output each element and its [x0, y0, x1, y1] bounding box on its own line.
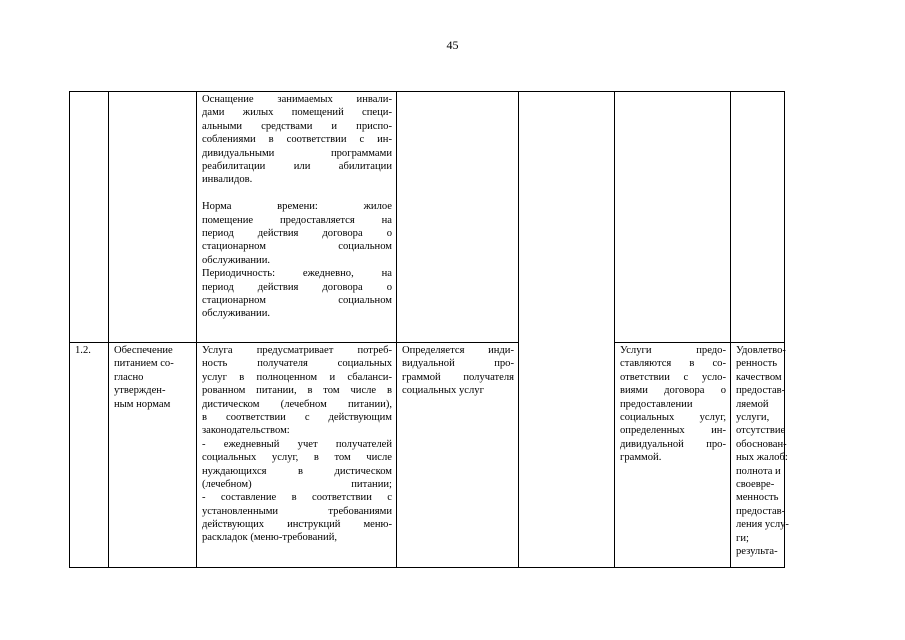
cell-text-line: раскладок (меню-требований, [202, 532, 338, 544]
cell-text-line: ренность [736, 358, 778, 370]
cell-text-line: ных жалоб: [736, 452, 788, 464]
cell-text-line: стационарном социальном [202, 294, 392, 306]
cell-text-line: альными средствами и приспо- [202, 120, 392, 132]
cell-text-line: предостав- [736, 385, 786, 397]
cell-text-line: гласно [114, 371, 144, 383]
page-number: 45 [446, 38, 459, 52]
cell-text-line: граммой. [620, 452, 662, 464]
cell-text-line: ления услу- [736, 519, 789, 531]
cell-text-line: качеством [736, 371, 782, 383]
cell-text-line: социальных услуг, [620, 411, 726, 423]
cell-term [397, 343, 519, 568]
cell-text-line: отсутствие [736, 425, 786, 437]
cell-text-line: дистическом (лечебном питании), [202, 398, 392, 410]
cell-text-line: ным нормам [114, 398, 171, 410]
table-row-1-2 [70, 343, 785, 568]
cell-text-line: Услуги предо- [620, 345, 726, 356]
cell-text-line: питанием со- [114, 358, 174, 370]
cell-text-line: (лечебном) питании; [202, 478, 392, 490]
cell-service-name [109, 343, 197, 568]
cell-text-line: ность получателя социальных [202, 358, 392, 370]
cell-text-line: ставляются в со- [620, 358, 726, 370]
cell-text-line: обслуживании. [202, 308, 271, 320]
cell-text-line: - составление в соответствии с [202, 492, 392, 504]
cell-text-line: менность [736, 492, 779, 504]
cell-text-line: услуги, [736, 412, 770, 424]
cell-text-line: граммой получателя [402, 371, 514, 383]
cell-indicators [731, 343, 789, 568]
cell-number-empty [70, 92, 109, 343]
cell-text-line: видуальной про- [402, 358, 514, 370]
cell-conditions [615, 343, 731, 568]
cell-cost-empty [519, 92, 615, 568]
cell-text-line: Удовлетво- [736, 345, 786, 356]
cell-text-line: предоставлении [620, 398, 693, 410]
cell-text-line: реабилитации или абилитации [202, 160, 392, 172]
cell-text-line: обслуживании. [202, 254, 271, 266]
cell-description-continued [197, 92, 397, 343]
cell-text-line: Обеспечение [114, 345, 173, 356]
cell-text-line: определенных ин- [620, 425, 726, 437]
cell-text-line: период действия договора о [202, 227, 392, 239]
cell-text-line: помещение предоставляется на [202, 214, 392, 226]
cell-text-line: ляемой [736, 398, 769, 410]
cell-text-line: услуг в полноценном и сбаланси- [202, 371, 392, 383]
cell-text-line: результа- [736, 546, 778, 558]
cell-text-line: утвержден- [114, 385, 166, 397]
cell-description [197, 343, 397, 568]
cell-text-line: стационарном социальном [202, 241, 392, 253]
cell-text-line: дивидуальной про- [620, 438, 726, 450]
cell-term-empty [397, 92, 519, 343]
cell-text-line [202, 187, 392, 200]
services-table [69, 91, 789, 568]
cell-text-line: Услуга предусматривает потреб- [202, 345, 392, 356]
cell-text-line: в соответствии с действующим [202, 411, 392, 423]
cell-text-line: ги; [736, 532, 749, 544]
cell-name-empty [109, 92, 197, 343]
cell-text-line: законодательством: [202, 425, 290, 437]
cell-text-line: своевре- [736, 479, 775, 491]
cell-text-line: установленными требованиями [202, 505, 392, 517]
cell-text-line: Норма времени: жилое [202, 201, 392, 213]
cell-text-line: инвалидов. [202, 174, 253, 186]
cell-number: 1.2. [70, 343, 109, 568]
cell-text-line: Оснащение занимаемых инвали- [202, 94, 392, 105]
table-row-continued [70, 92, 785, 343]
cell-text-line: соблениями в соответствии с ин- [202, 134, 392, 146]
cell-indicators-empty [731, 92, 785, 343]
cell-text-line: Периодичность: ежедневно, на [202, 268, 392, 280]
cell-conditions-empty [615, 92, 731, 343]
cell-text-line: предостав- [736, 505, 786, 517]
cell-text-line: социальных услуг, в том числе [202, 452, 392, 464]
cell-text-line: ответствии с усло- [620, 371, 726, 383]
cell-text-line: нуждающихся в дистическом [202, 465, 392, 477]
cell-text-line: действующих инструкций меню- [202, 519, 392, 531]
cell-text-line: социальных услуг [402, 385, 484, 397]
cell-text-line: виями договора о [620, 385, 726, 397]
cell-text-line: период действия договора о [202, 281, 392, 293]
cell-text-line: дивидуальными программами [202, 147, 392, 159]
cell-text-line: - ежедневный учет получателей [202, 438, 392, 450]
cell-text-line: Определяется инди- [402, 345, 514, 356]
cell-text-line: полнота и [736, 465, 781, 477]
cell-text-line: дами жилых помещений специ- [202, 107, 392, 119]
cell-text-line: обоснован- [736, 438, 787, 450]
cell-text-line: рованном питании, в том числе в [202, 385, 392, 397]
